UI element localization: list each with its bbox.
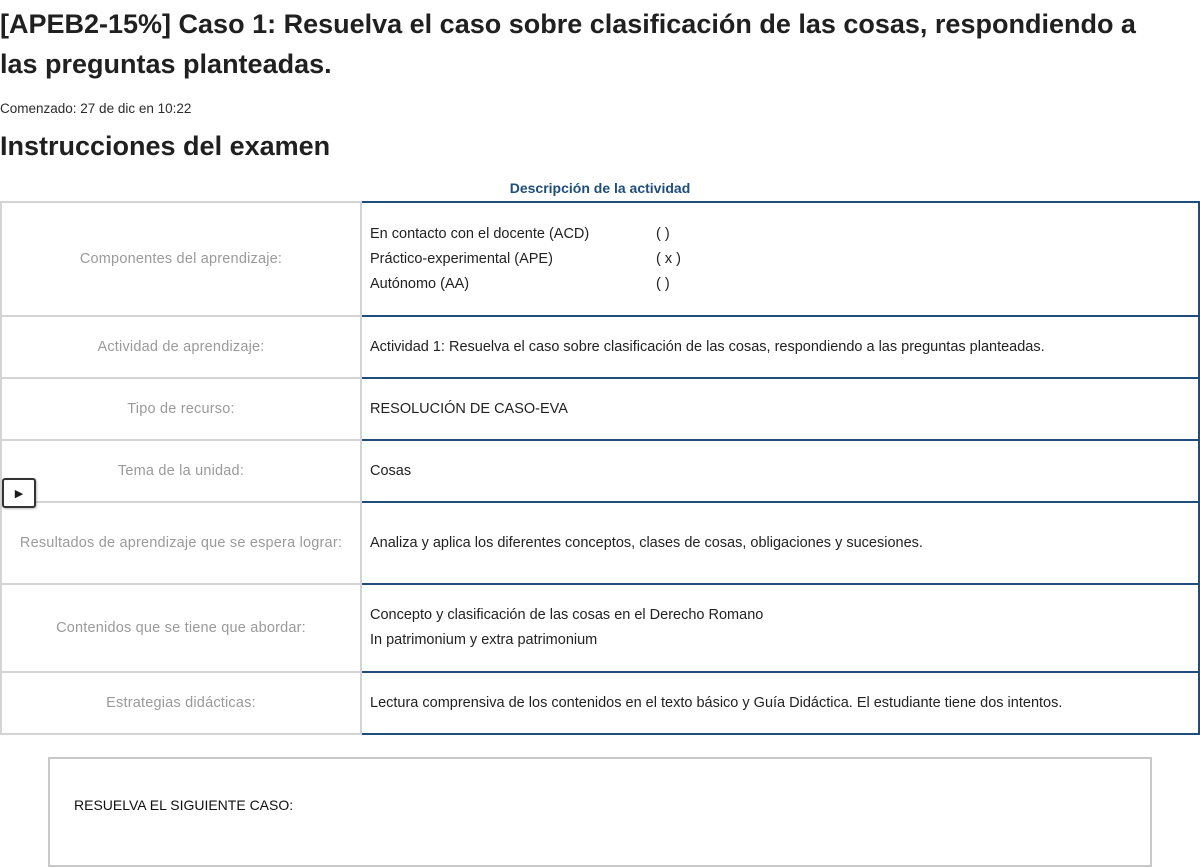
component-name: Autónomo (AA): [370, 275, 470, 292]
table-row: [1, 672, 1199, 734]
table-row: [1, 584, 1199, 672]
topic-label: Tema de la unidad:: [1, 440, 361, 502]
components-value: [361, 202, 1199, 316]
component-item: [370, 247, 1190, 272]
component-item: [370, 222, 1190, 247]
activity-description-table: [0, 201, 1200, 735]
component-mark: ( ): [656, 275, 670, 292]
strategies-label: Estrategias didácticas:: [1, 672, 361, 734]
table-row: [1, 440, 1199, 502]
page-title: [APEB2-15%] Caso 1: Resuelva el caso sobre clasificación de las cosas, respondiendo a las preguntas planteadas.: [0, 9, 1136, 79]
strategies-value: Lectura comprensiva de los contenidos en el texto básico y Guía Didáctica. El estudiante tiene dos intentos.: [361, 672, 1199, 734]
outcomes-value: Analiza y aplica los diferentes conceptos, clases de cosas, obligaciones y sucesiones.: [361, 502, 1199, 584]
activity-label: Actividad de aprendizaje:: [1, 316, 361, 378]
topic-value: Cosas: [361, 440, 1199, 502]
outcomes-label: Resultados de aprendizaje que se espera lograr:: [1, 502, 361, 584]
play-icon: ▶: [14, 487, 24, 500]
component-item: [370, 272, 1190, 297]
resource-label: Tipo de recurso:: [1, 378, 361, 440]
resource-value: RESOLUCIÓN DE CASO-EVA: [361, 378, 1199, 440]
contents-item: Concepto y clasificación de las cosas en el Derecho Romano: [370, 607, 764, 623]
table-row: [1, 316, 1199, 378]
component-mark: ( ): [656, 225, 670, 242]
table-row: [1, 502, 1199, 584]
component-mark: ( x ): [656, 250, 681, 267]
contents-label: Contenidos que se tiene que abordar:: [1, 584, 361, 672]
table-row: [1, 202, 1199, 316]
play-button[interactable]: [2, 478, 36, 508]
component-name: En contacto con el docente (ACD): [370, 225, 590, 242]
activity-caption: Descripción de la actividad: [509, 180, 691, 196]
instructions-heading: Instrucciones del examen: [0, 131, 331, 161]
activity-value: Actividad 1: Resuelva el caso sobre clasificación de las cosas, respondiendo a las preguntas planteadas.: [361, 316, 1199, 378]
contents-item: In patrimonium y extra patrimonium: [370, 632, 598, 648]
case-box: [48, 757, 1152, 867]
case-heading: RESUELVA EL SIGUIENTE CASO:: [74, 797, 294, 813]
started-timestamp: Comenzado: 27 de dic en 10:22: [0, 101, 192, 116]
table-row: [1, 378, 1199, 440]
contents-value: [361, 584, 1199, 672]
component-name: Práctico-experimental (APE): [370, 250, 553, 267]
components-label: Componentes del aprendizaje:: [1, 202, 361, 316]
